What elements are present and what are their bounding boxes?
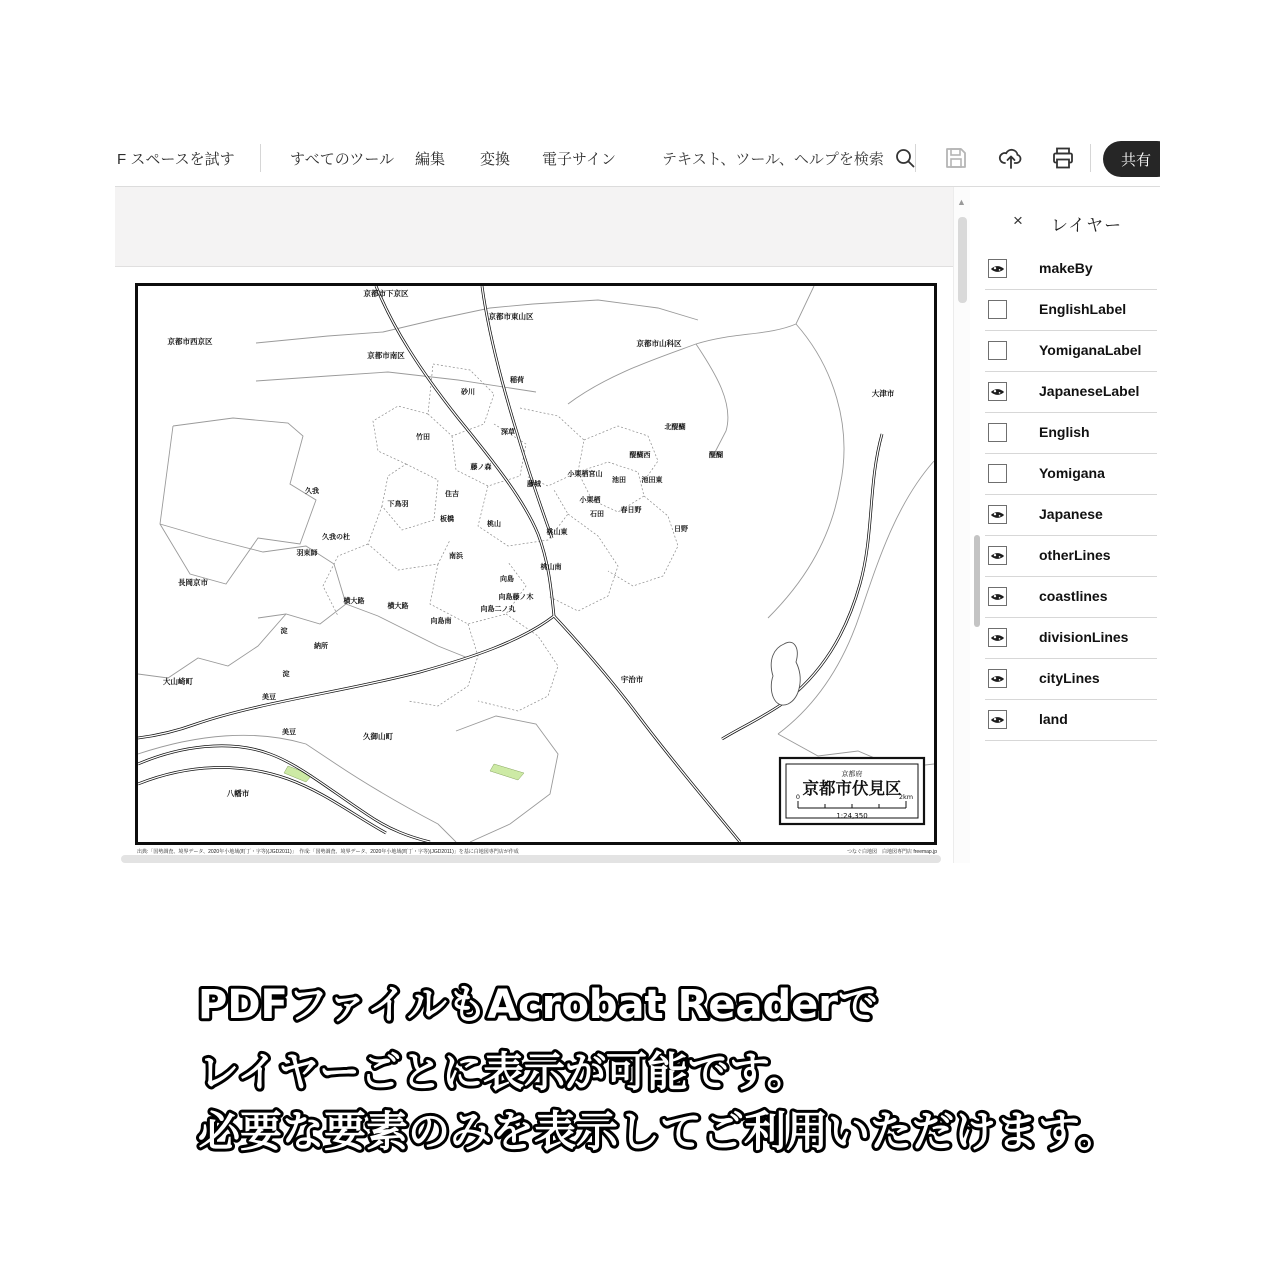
layer-label: EnglishLabel <box>1039 301 1127 317</box>
layer-label: otherLines <box>1039 547 1111 563</box>
eye-icon <box>990 509 1005 521</box>
map-title-box <box>780 758 924 824</box>
layer-visibility-toggle[interactable] <box>988 669 1007 688</box>
layer-row-cityLines <box>971 659 1160 700</box>
vertical-scrollbar[interactable] <box>953 187 970 863</box>
place-label: 長岡京市 <box>178 578 208 587</box>
share-button[interactable]: 共有 <box>1103 141 1160 177</box>
place-label: 久我の杜 <box>322 533 350 541</box>
menu-convert[interactable]: 変換 <box>480 150 511 168</box>
eye-icon <box>990 550 1005 562</box>
layer-label: makeBy <box>1039 260 1093 276</box>
place-label: 板橋 <box>440 515 454 523</box>
place-label: 美豆 <box>282 728 296 736</box>
river-centerlines <box>138 286 882 842</box>
layer-label: English <box>1039 424 1090 440</box>
place-label: 下鳥羽 <box>387 500 409 508</box>
place-label: 桃山東 <box>546 528 568 536</box>
place-label: 横大路 <box>343 597 365 605</box>
layer-row-EnglishLabel <box>971 290 1160 331</box>
scale-ratio-label: 1:24,350 <box>836 812 868 820</box>
layer-visibility-toggle[interactable] <box>988 546 1007 565</box>
place-label: 京都市下京区 <box>363 289 409 298</box>
map-credits <box>137 848 937 855</box>
layer-separator <box>985 740 1157 741</box>
document-area[interactable] <box>115 187 953 863</box>
scale-2km-label: 2km <box>898 793 914 801</box>
layer-visibility-toggle[interactable] <box>988 300 1007 319</box>
place-label: 納所 <box>314 642 328 650</box>
place-label: 横大路 <box>387 602 409 610</box>
place-label: 久我 <box>305 487 319 495</box>
layer-row-land <box>971 700 1160 741</box>
place-label: 砂川 <box>461 388 475 396</box>
toolbar-divider <box>260 144 261 172</box>
layer-list <box>971 249 1160 741</box>
place-label: 醍醐 <box>709 451 723 459</box>
place-label: 大津市 <box>871 389 895 398</box>
search-icon[interactable] <box>894 147 916 169</box>
caption-line-2: レイヤーごとに表示が可能です。 <box>198 1048 808 1096</box>
eye-icon <box>990 673 1005 685</box>
layer-visibility-toggle[interactable] <box>988 259 1007 278</box>
layer-row-Yomigana <box>971 454 1160 495</box>
place-label: 醍醐西 <box>629 451 651 459</box>
document-background <box>115 187 953 267</box>
layer-row-YomiganaLabel <box>971 331 1160 372</box>
close-icon[interactable]: × <box>1013 211 1023 230</box>
place-label: 日野 <box>674 525 688 533</box>
place-label: 藤ノ森 <box>470 463 492 471</box>
place-label: 京都市山科区 <box>636 339 682 348</box>
layer-visibility-toggle[interactable] <box>988 628 1007 647</box>
scrollbar-thumb[interactable] <box>958 217 967 303</box>
place-label: 淀 <box>282 670 290 678</box>
river-lines <box>138 286 882 842</box>
horizontal-scrollbar[interactable] <box>121 855 941 863</box>
place-label: 八幡市 <box>226 789 250 798</box>
place-label: 石田 <box>590 510 604 518</box>
layer-row-makeBy <box>971 249 1160 290</box>
place-label: 藤城 <box>527 480 541 488</box>
place-label: 京都市東山区 <box>488 312 534 321</box>
place-label: 宇治市 <box>620 675 644 684</box>
caption-block <box>190 970 1230 1170</box>
print-icon[interactable] <box>1050 145 1076 171</box>
layer-visibility-toggle[interactable] <box>988 710 1007 729</box>
place-label: 池田東 <box>641 476 663 484</box>
map-prefecture-label: 京都府 <box>841 770 863 778</box>
map-source-credit: 出典:「国勢調査、境界データ、2020年小地域(町丁・字等)(JGD2011)」 作成:「国勢調査、境界データ、2020年小地域(町丁・字等)(JGD2011)」を基に白地図専門店が作成 <box>137 849 519 855</box>
panel-scrollbar-thumb[interactable] <box>974 535 980 627</box>
pdf-map-page[interactable] <box>135 283 937 845</box>
layer-row-divisionLines <box>971 618 1160 659</box>
place-label: 羽束師 <box>296 549 318 557</box>
place-label: 向島南 <box>430 617 452 625</box>
eye-icon <box>990 632 1005 644</box>
layer-row-coastlines <box>971 577 1160 618</box>
place-label: 竹田 <box>416 433 430 441</box>
layer-row-Japanese <box>971 495 1160 536</box>
division-lines <box>323 364 678 711</box>
layer-visibility-toggle[interactable] <box>988 464 1007 483</box>
layer-label: divisionLines <box>1039 629 1129 645</box>
layer-label: coastlines <box>1039 588 1108 604</box>
layers-panel <box>971 187 1160 863</box>
layer-label: Japanese <box>1039 506 1103 522</box>
place-label: 向島二ノ丸 <box>480 605 516 613</box>
search-box[interactable] <box>662 130 916 186</box>
map-maker-credit: つなぐ白地図 白地図専門店 freemap.jp <box>846 849 937 855</box>
layer-visibility-toggle[interactable] <box>988 587 1007 606</box>
search-placeholder: テキスト、ツール、ヘルプを検索 <box>662 150 884 168</box>
pond-outline <box>771 642 800 705</box>
land-patches <box>284 764 524 782</box>
scroll-up-icon[interactable]: ▲ <box>957 197 966 207</box>
place-label: 小栗栖 <box>579 496 601 504</box>
trial-space-button[interactable]: F スペースを試す <box>117 150 235 168</box>
place-label: 南浜 <box>449 552 463 560</box>
eye-icon <box>990 591 1005 603</box>
caption-line-1: PDFファイルもAcrobat Readerで <box>198 982 879 1028</box>
place-label: 深草 <box>501 428 515 436</box>
layer-visibility-toggle[interactable] <box>988 341 1007 360</box>
caption-line-3: 必要な要素のみを表示してご利用いただけます。 <box>198 1107 1119 1156</box>
layer-label: YomiganaLabel <box>1039 342 1142 358</box>
layer-label: cityLines <box>1039 670 1100 686</box>
layer-label: JapaneseLabel <box>1039 383 1140 399</box>
menu-all-tools[interactable]: すべてのツール <box>290 150 395 168</box>
place-label: 向島 <box>500 575 514 583</box>
place-label: 京都市西京区 <box>167 337 213 346</box>
eye-icon <box>990 386 1005 398</box>
place-label: 京都市南区 <box>367 351 405 360</box>
layers-panel-title: レイヤー <box>1051 216 1123 235</box>
place-label: 春日野 <box>620 506 642 514</box>
eye-icon <box>990 263 1005 275</box>
eye-icon <box>990 714 1005 726</box>
place-label: 池田 <box>612 476 626 484</box>
map-title-label: 京都市伏見区 <box>802 779 902 798</box>
layer-row-English <box>971 413 1160 454</box>
layer-label: land <box>1039 711 1068 727</box>
layer-visibility-toggle[interactable] <box>988 505 1007 524</box>
place-label: 大山崎町 <box>163 677 193 686</box>
layer-row-JapaneseLabel <box>971 372 1160 413</box>
place-label: 住吉 <box>445 490 459 498</box>
place-label: 美豆 <box>262 693 276 701</box>
acrobat-window <box>115 130 1160 863</box>
place-label: 淀 <box>280 627 288 635</box>
toolbar-divider <box>915 144 916 172</box>
place-label: 向島藤ノ木 <box>498 593 534 601</box>
toolbar-divider <box>1090 144 1091 172</box>
cloud-upload-icon[interactable] <box>998 145 1024 171</box>
place-label: 北醍醐 <box>664 423 686 431</box>
place-label: 久御山町 <box>363 732 393 741</box>
menu-esign[interactable]: 電子サイン <box>542 150 616 168</box>
layer-label: Yomigana <box>1039 465 1105 481</box>
layer-visibility-toggle[interactable] <box>988 423 1007 442</box>
place-label: 桃山南 <box>540 563 562 571</box>
scale-zero-label: 0 <box>795 793 801 801</box>
layers-panel-header <box>971 209 1160 239</box>
fushimi-ward-map <box>138 286 934 842</box>
save-icon[interactable] <box>943 145 969 171</box>
layer-visibility-toggle[interactable] <box>988 382 1007 401</box>
place-label: 桃山 <box>487 520 501 528</box>
place-label: 小栗栖宮山 <box>567 470 603 478</box>
menu-edit[interactable]: 編集 <box>415 150 446 168</box>
place-label: 稲荷 <box>510 376 524 384</box>
main-toolbar <box>115 130 1160 187</box>
layer-row-otherLines <box>971 536 1160 577</box>
map-labels <box>163 288 895 798</box>
